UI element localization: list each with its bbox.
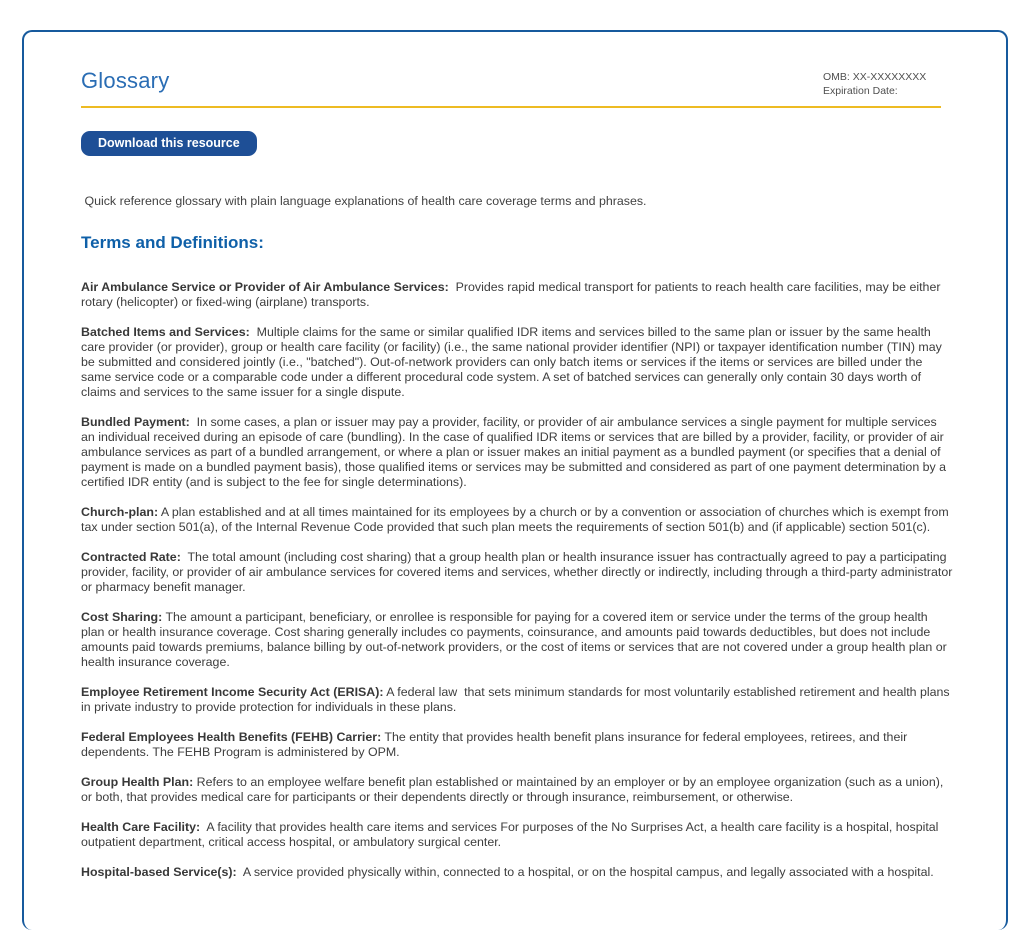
definition-item (81, 505, 953, 535)
page-content (24, 68, 1006, 880)
definition-term: Employee Retirement Income Security Act (ERISA): (81, 685, 384, 699)
definition-term: Batched Items and Services: (81, 325, 250, 339)
definition-text: Multiple claims for the same or similar qualified IDR items and services billed to the same plan or issuer by the same health care provider (or provider), group or health care facility (or facility) (i.e., the same national provider identifier (NPI) or taxpayer identification number (TIN) may be submitted and considered jointly (i.e., "batched"). Out-of-network providers can only batch items or services if the items or services are billed under the same service code or a comparable code under a different procedural code system. A set of batched services can generally only contain 30 days worth of claims and services to the same issuer for a single dispute. (81, 325, 946, 399)
definition-text: A federal law that sets minimum standards for most voluntarily established retirement and health plans in private industry to provide protection for individuals in these plans. (81, 685, 954, 714)
definition-text: A plan established and at all times maintained for its employees by a church or by a convention or association of churches which is exempt from tax under section 501(a), of the Internal Revenue Code provided that such plan meets the requirements of section 501(b) and (if applicable) section 501(c). (81, 505, 953, 534)
definition-item (81, 610, 953, 670)
definition-term: Health Care Facility: (81, 820, 201, 834)
definition-term: Federal Employees Health Benefits (FEHB) Carrier: (81, 730, 382, 744)
definition-term: Air Ambulance Service or Provider of Air Ambulance Services: (81, 280, 449, 294)
download-resource-button[interactable]: Download this resource (81, 131, 257, 156)
definitions-list (81, 280, 956, 880)
page-header (81, 68, 941, 108)
definition-item (81, 415, 953, 490)
definition-item (81, 325, 953, 400)
definition-item (81, 820, 953, 850)
page-title: Glossary (81, 68, 170, 93)
definition-term: Contracted Rate: (81, 550, 181, 564)
omb-info (823, 68, 941, 98)
definition-text: In some cases, a plan or issuer may pay a provider, facility, or provider of air ambulance services a single payment for multiple services an individual received during an episode of care (bundling). In the case of qualified IDR items or services that are billed by a provider, facility, or provider of air ambulance services as part of a bundled arrangement, or where a plan or issuer makes an initial payment as a bundled payment (or specifies that a denial of payment is made on a bundled payment basis), those qualified items or services may be submitted and considered as part of one payment determination by a certified IDR entity (and is subject to the fee for single determinations). (81, 415, 950, 489)
definition-term: Cost Sharing: (81, 610, 163, 624)
intro-text: Quick reference glossary with plain language explanations of health care coverage terms and phrases. (81, 194, 647, 208)
terms-section-heading: Terms and Definitions: (81, 233, 264, 252)
definition-item (81, 280, 953, 310)
definition-term: Hospital-based Service(s): (81, 865, 237, 879)
definition-term: Bundled Payment: (81, 415, 190, 429)
omb-number: OMB: XX-XXXXXXXX (823, 71, 927, 83)
definition-text: A facility that provides health care items and services For purposes of the No Surprises Act, a health care facility is a hospital, hospital outpatient department, critical access hospital, or ambulatory surgical center. (81, 820, 942, 849)
omb-expiration: Expiration Date: (823, 85, 898, 97)
definition-text: The entity that provides health benefit plans insurance for federal employees, retirees, and their dependents. The FEHB Program is administered by OPM. (81, 730, 911, 759)
definition-text: Provides rapid medical transport for patients to reach health care facilities, may be either rotary (helicopter) or fixed-wing (airplane) transports. (81, 280, 944, 309)
definition-text: The total amount (including cost sharing) that a group health plan or health insurance issuer has contractually agreed to pay a participating provider, facility, or provider of air ambulance services for covered items and services, whether directly or indirectly, including through a third-party administrator or pharmacy benefit manager. (81, 550, 956, 594)
definition-term: Group Health Plan: (81, 775, 194, 789)
definition-item (81, 730, 953, 760)
definition-term: Church-plan: (81, 505, 159, 519)
definition-text: A service provided physically within, connected to a hospital, or on the hospital campus, and legally associated with a hospital. (236, 865, 934, 879)
definition-item (81, 865, 953, 880)
definition-item (81, 550, 956, 595)
definition-item (81, 775, 953, 805)
definition-item (81, 685, 953, 715)
page-card (22, 30, 1008, 930)
definition-text: Refers to an employee welfare benefit plan established or maintained by an employer or by an employee organization (such as a union), or both, that provides medical care for participants or their dependents directly or through insurance, reimbursement, or otherwise. (81, 775, 947, 804)
definition-text: The amount a participant, beneficiary, or enrollee is responsible for paying for a covered item or service under the terms of the group health plan or health insurance coverage. Cost sharing generally includes co payments, coinsurance, and amounts paid towards deductibles, but does not include amounts paid towards premiums, balance billing by out-of-network providers, or the cost of items or services that are not covered under a group health plan or health insurance coverage. (81, 610, 951, 669)
